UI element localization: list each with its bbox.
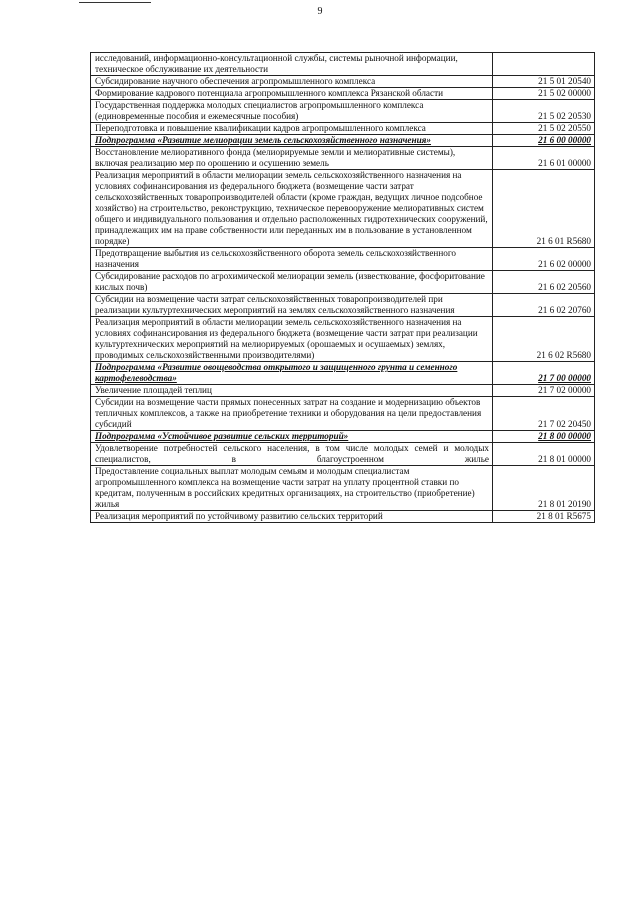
item-name-cell — [91, 53, 493, 76]
subprogram-row — [91, 362, 595, 385]
item-name-cell — [91, 385, 493, 397]
item-name: Восстановление мелиоративного фонда (мелиорируемые земли и мелиоративные системы), включая реализацию мер по орошению и осушению земель — [95, 147, 456, 168]
table-row — [91, 466, 595, 511]
item-name-cell — [91, 248, 493, 271]
item-name-cell — [91, 362, 493, 385]
item-name: Переподготовка и повышение квалификации кадров агропромышленного комплекса — [95, 123, 426, 133]
classification-code: 21 6 02 20760 — [493, 294, 595, 317]
table-row — [91, 385, 595, 397]
classification-code — [493, 53, 595, 76]
table-body — [91, 53, 595, 523]
item-name-cell — [91, 135, 493, 147]
item-name: Формирование кадрового потенциала агропромышленного комплекса Рязанской области — [95, 88, 443, 98]
item-name-cell — [91, 100, 493, 123]
item-name-cell — [91, 431, 493, 443]
item-name: Реализация мероприятий в области мелиорации земель сельскохозяйственного назначения на условиях софинансирования из федерального бюджета (возмещение части затрат сельскохозяйственных товаропроизводителей области (кроме граждан, ведущих личное подсобное хозяйство) на строительство, реконструкцию, техническое перевооружение мелиоративных систем общего и индивидуального пользования и отдельно расположенных гидротехнических сооружений, принадлежащих им на праве собственности или переданных им в пользование в установленном порядке) — [95, 170, 488, 246]
item-name-cell — [91, 317, 493, 362]
table-row — [91, 100, 595, 123]
classification-code: 21 6 00 00000 — [493, 135, 595, 147]
item-name: Субсидии на возмещение части прямых понесенных затрат на создание и модернизацию объектов тепличных комплексов, а также на приобретение техники и оборудования на цели предоставления субсидий — [95, 397, 482, 429]
table-row — [91, 147, 595, 170]
table-row — [91, 248, 595, 271]
item-name: Увеличение площадей теплиц — [95, 385, 212, 395]
item-name: Субсидирование расходов по агрохимической мелиорации земель (известкование, фосфоритование кислых почв) — [95, 271, 485, 292]
item-name-cell — [91, 511, 493, 523]
classification-code: 21 6 02 20560 — [493, 271, 595, 294]
item-name-cell — [91, 170, 493, 248]
subprogram-row — [91, 135, 595, 147]
budget-classification-table — [90, 52, 595, 523]
table-row — [91, 511, 595, 523]
subprogram-row — [91, 431, 595, 443]
classification-code: 21 5 02 20550 — [493, 123, 595, 135]
classification-code: 21 6 01 R5680 — [493, 170, 595, 248]
classification-code: 21 5 01 20540 — [493, 76, 595, 88]
item-name: Реализация мероприятий по устойчивому развитию сельских территорий — [95, 511, 383, 521]
item-name: Удовлетворение потребностей сельского населения, в том числе молодых семей и молодых специалистов, в благоустроенном жилье — [95, 443, 489, 464]
classification-code: 21 8 01 R5675 — [493, 511, 595, 523]
item-name-cell — [91, 466, 493, 511]
subprogram-title: Подпрограмма «Развитие мелиорации земель сельскохозяйственного назначения» — [95, 135, 432, 145]
item-name: Субсидирование научного обеспечения агропромышленного комплекса — [95, 76, 376, 86]
classification-code: 21 8 01 20190 — [493, 466, 595, 511]
classification-code: 21 7 02 20450 — [493, 397, 595, 431]
item-name-cell — [91, 123, 493, 135]
item-name-cell — [91, 397, 493, 431]
table-row — [91, 76, 595, 88]
item-name: исследований, информационно-консультационной службы, системы рыночной информации, техническое обслуживание их деятельности — [95, 53, 458, 74]
item-name-cell — [91, 271, 493, 294]
table-row — [91, 294, 595, 317]
item-name-cell — [91, 88, 493, 100]
table-row — [91, 317, 595, 362]
table-row — [91, 397, 595, 431]
subprogram-title: Подпрограмма «Развитие овощеводства открытого и защищенного грунта и семенного картофелеводства» — [95, 362, 458, 383]
classification-code: 21 5 02 20530 — [493, 100, 595, 123]
table-row — [91, 123, 595, 135]
item-name: Государственная поддержка молодых специалистов агропромышленного комплекса (единовременные пособия и ежемесячные пособия) — [95, 100, 424, 121]
item-name-cell — [91, 147, 493, 170]
classification-code: 21 8 00 00000 — [493, 431, 595, 443]
classification-code: 21 8 01 00000 — [493, 443, 595, 466]
item-name: Субсидии на возмещение части затрат сельскохозяйственных товаропроизводителей при реализации культуртехнических мероприятий на землях сельскохозяйственного назначения — [95, 294, 455, 315]
scan-artifact-line — [79, 2, 151, 3]
subprogram-title: Подпрограмма «Устойчивое развитие сельских территорий» — [95, 431, 349, 441]
item-name: Предоставление социальных выплат молодым семьям и молодым специалистам агропромышленного комплекса на возмещение части затрат на уплату процентной ставки по кредитам, полученным в российских кредитных организациях, на строительство (приобретение) жилья — [95, 466, 475, 509]
page-number: 9 — [317, 6, 323, 17]
classification-code: 21 5 02 00000 — [493, 88, 595, 100]
table-row — [91, 53, 595, 76]
item-name-cell — [91, 294, 493, 317]
classification-code: 21 6 02 R5680 — [493, 317, 595, 362]
table-row — [91, 443, 595, 466]
classification-code: 21 7 00 00000 — [493, 362, 595, 385]
item-name: Предотвращение выбытия из сельскохозяйственного оборота земель сельскохозяйственного назначения — [95, 248, 456, 269]
table-row — [91, 170, 595, 248]
item-name-cell — [91, 443, 493, 466]
classification-code: 21 6 01 00000 — [493, 147, 595, 170]
table-row — [91, 88, 595, 100]
classification-code: 21 6 02 00000 — [493, 248, 595, 271]
item-name-cell — [91, 76, 493, 88]
table-row — [91, 271, 595, 294]
classification-code: 21 7 02 00000 — [493, 385, 595, 397]
item-name: Реализация мероприятий в области мелиорации земель сельскохозяйственного назначения на условиях софинансирования из федерального бюджета (возмещение части затрат при реализации культуртехнических мероприятий на мелиорируемых (орошаемых и осушаемых) землях, проводимых сельскохозяйственными производителями) — [95, 317, 478, 360]
